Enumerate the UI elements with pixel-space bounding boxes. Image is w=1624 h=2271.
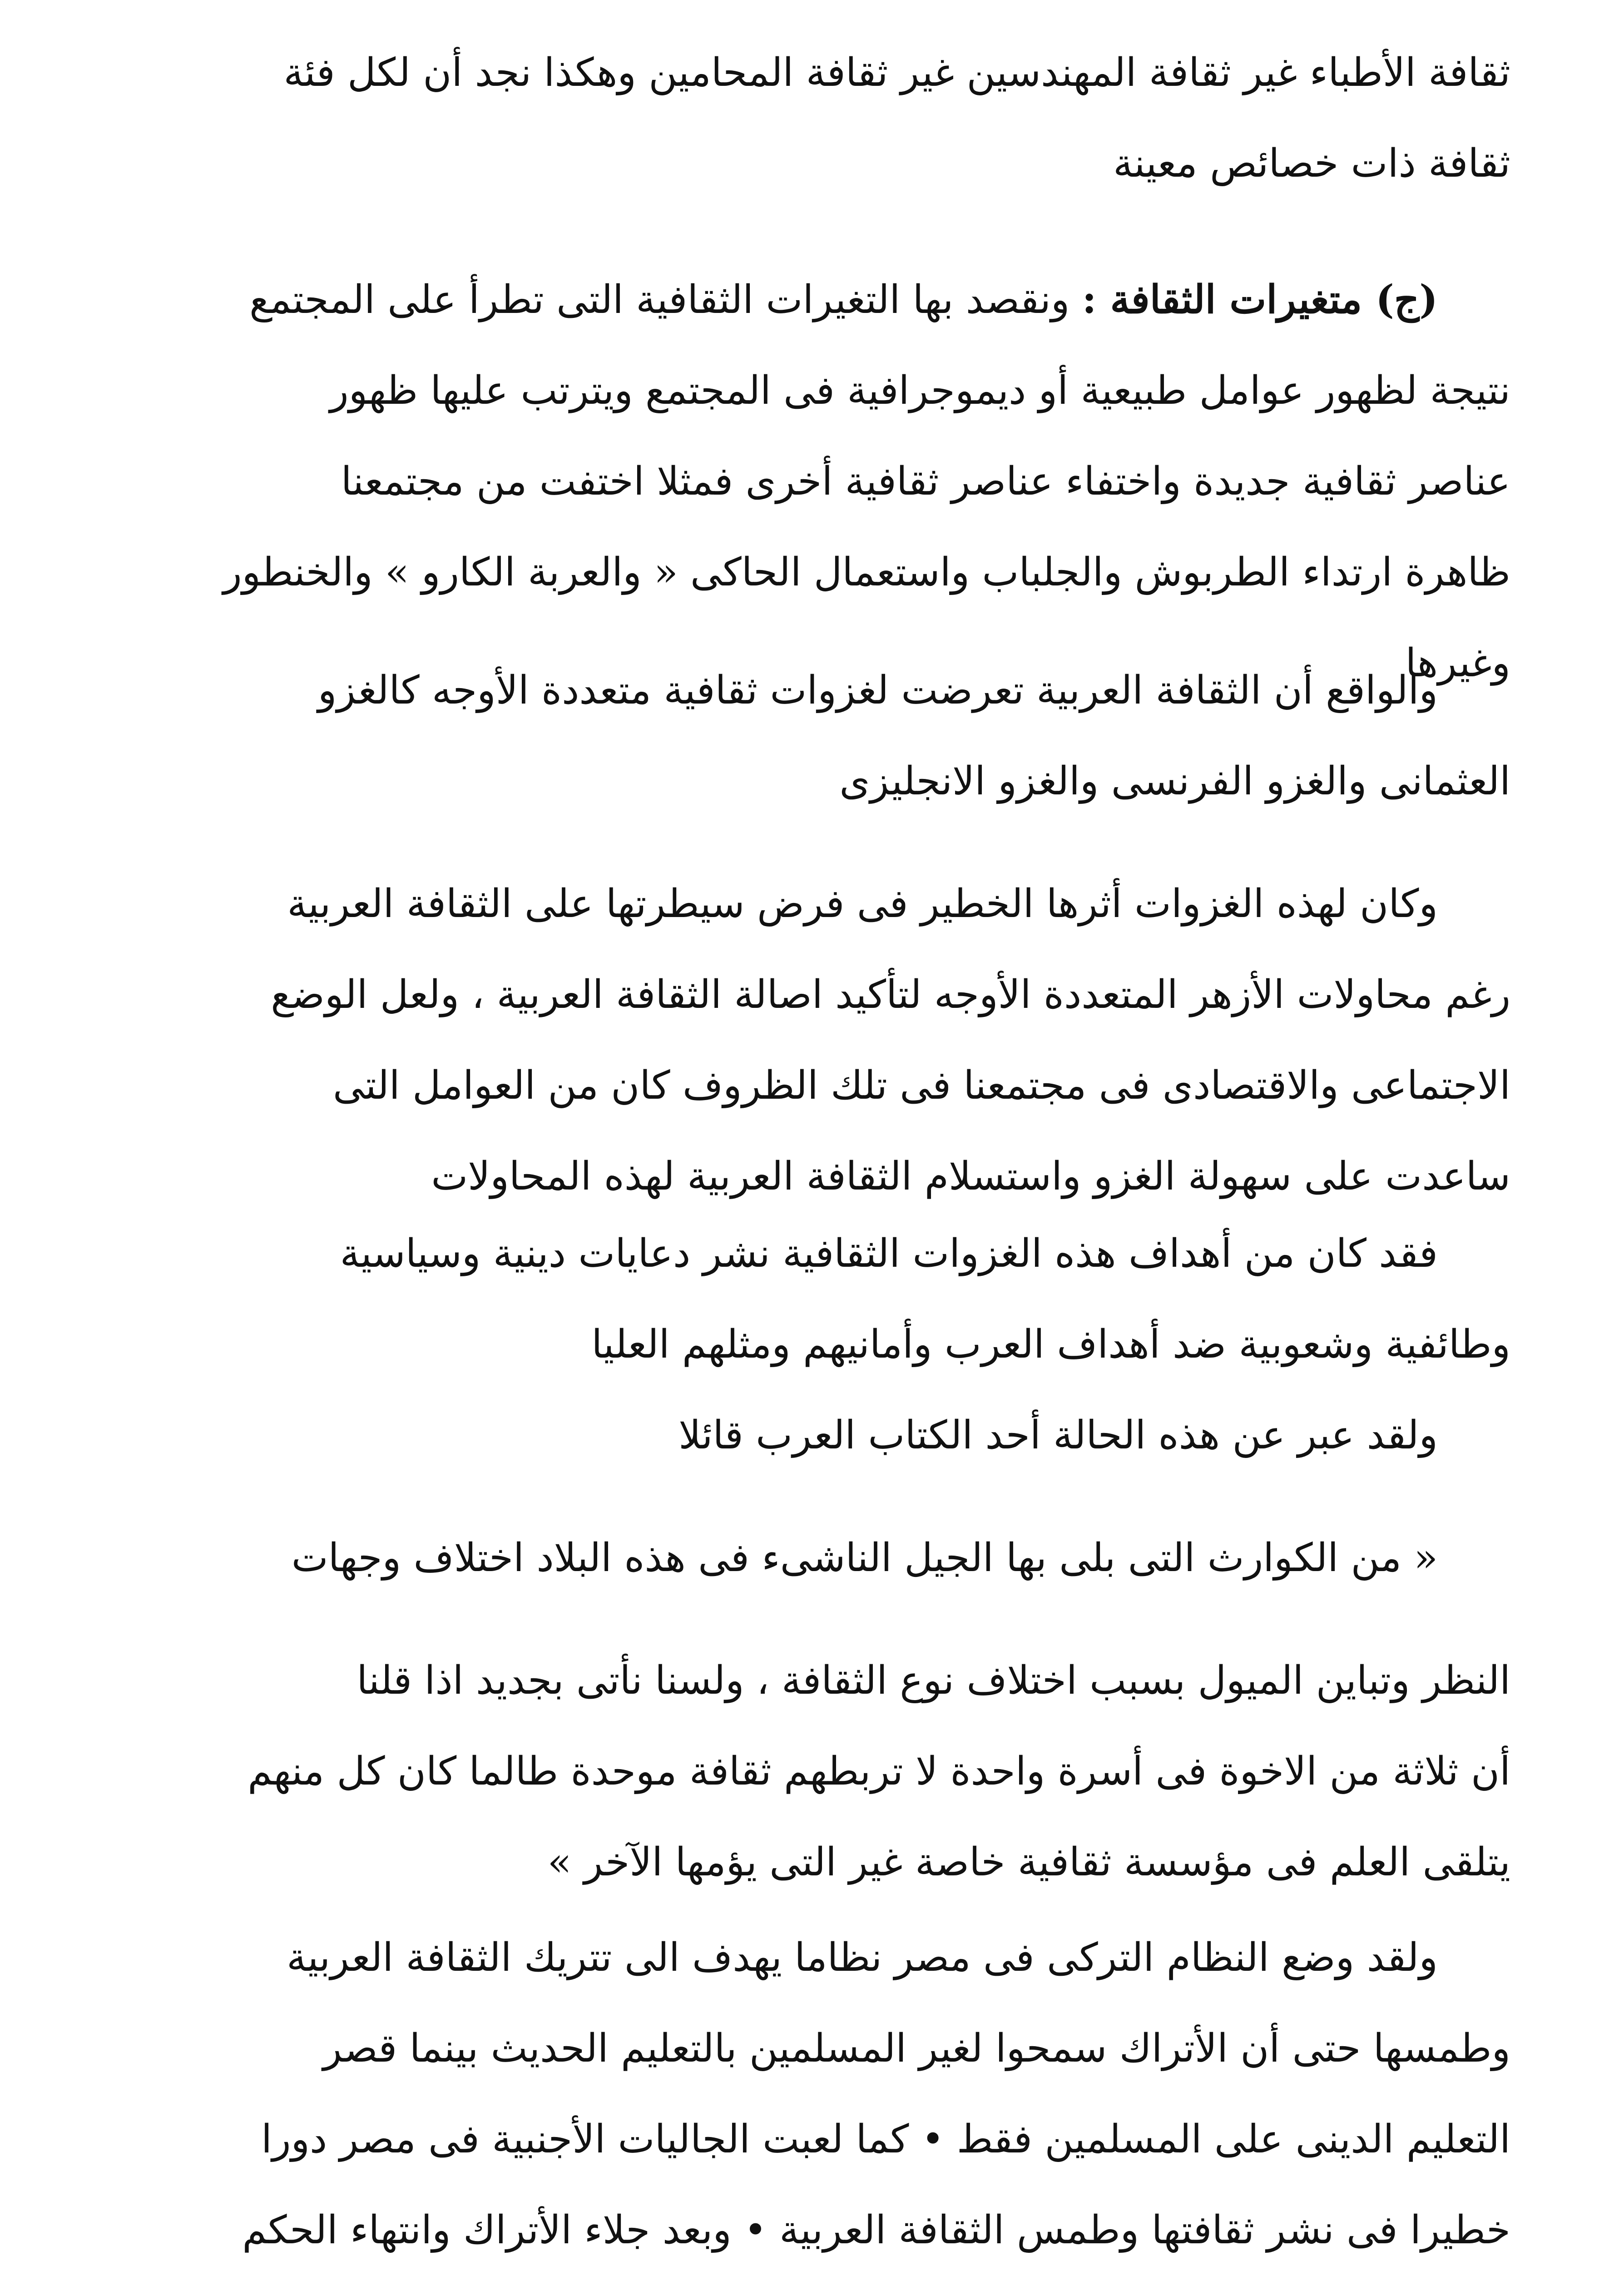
paragraph bbox=[104, 254, 1510, 709]
text-line: ساعدت على سهولة الغزو واستسلام الثقافة العربية لهذه المحاولات bbox=[431, 1154, 1510, 1199]
text-line: ولقد وضع النظام التركى فى مصر نظاما يهدف الى تتريك الثقافة العربية bbox=[287, 1935, 1438, 1980]
text-line: ولقد عبر عن هذه الحالة أحد الكتاب العرب قائلا bbox=[678, 1413, 1438, 1458]
text-line: العثمانى والغزو الفرنسى والغزو الانجليزى bbox=[839, 759, 1510, 804]
paragraph bbox=[104, 858, 1510, 1222]
text-line: أن ثلاثة من الاخوة فى أسرة واحدة لا تربطهم ثقافة موحدة طالما كان كل منهم bbox=[248, 1749, 1510, 1794]
text-line: رغم محاولات الأزهر المتعددة الأوجه لتأكيد اصالة الثقافة العربية ، ولعل الوضع bbox=[271, 972, 1510, 1017]
paragraph bbox=[104, 1208, 1510, 1390]
text-line: « من الكوارث التى بلى بها الجيل الناشىء فى هذه البلاد اختلاف وجهات bbox=[291, 1535, 1438, 1581]
paragraph bbox=[104, 1635, 1510, 1908]
text-line: والواقع أن الثقافة العربية تعرضت لغزوات ثقافية متعددة الأوجه كالغزو bbox=[317, 668, 1438, 713]
paragraph bbox=[104, 645, 1510, 827]
text-line: نتيجة لظهور عوامل طبيعية أو ديموجرافية فى المجتمع ويترتب عليها ظهور bbox=[330, 368, 1510, 413]
paragraph bbox=[104, 1390, 1510, 1481]
text-line: الاجتماعى والاقتصادى فى مجتمعنا فى تلك الظروف كان من العوامل التى bbox=[332, 1063, 1510, 1108]
text-line: يتلقى العلم فى مؤسسة ثقافية خاصة غير التى يؤمها الآخر » bbox=[547, 1840, 1510, 1885]
text-line: وكان لهذه الغزوات أثرها الخطير فى فرض سيطرتها على الثقافة العربية bbox=[287, 881, 1438, 927]
paragraph bbox=[104, 1912, 1510, 2271]
text-line: النظر وتباين الميول بسبب اختلاف نوع الثقافة ، ولسنا نأتى بجديد اذا قلنا bbox=[356, 1658, 1510, 1703]
text-line: وطائفية وشعوبية ضد أهداف العرب وأمانيهم ومثلهم العليا bbox=[591, 1322, 1510, 1367]
paragraph bbox=[104, 27, 1510, 209]
text-line: التعليم الدينى على المسلمين فقط • كما لعبت الجاليات الأجنبية فى مصر دورا bbox=[261, 2117, 1510, 2162]
text-line: وطمسها حتى أن الأتراك سمحوا لغير المسلمين بالتعليم الحديث بينما قصر bbox=[323, 2026, 1510, 2071]
text-line bbox=[104, 254, 1510, 345]
section-heading: (ج) متغيرات الثقافة : bbox=[1082, 277, 1438, 322]
paragraph bbox=[104, 1512, 1510, 1603]
text-line: ظاهرة ارتداء الطربوش والجلباب واستعمال الحاكى « والعربة الكارو » والخنطور bbox=[223, 550, 1510, 595]
text-line: خطيرا فى نشر ثقافتها وطمس الثقافة العربية • وبعد جلاء الأتراك وانتهاء الحكم bbox=[242, 2207, 1510, 2253]
heading-continuation: ونقصد بها التغيرات الثقافية التى تطرأ على المجتمع bbox=[249, 277, 1070, 322]
text-line: عناصر ثقافية جديدة واختفاء عناصر ثقافية أخرى فمثلا اختفت من مجتمعنا bbox=[341, 459, 1510, 504]
text-line: ثقافة الأطباء غير ثقافة المهندسين غير ثقافة المحامين وهكذا نجد أن لكل فئة bbox=[283, 50, 1510, 95]
text-line: فقد كان من أهداف هذه الغزوات الثقافية نشر دعايات دينية وسياسية bbox=[340, 1231, 1438, 1276]
text-line: وغيرها bbox=[1405, 640, 1510, 686]
text-line: ثقافة ذات خصائص معينة bbox=[1113, 141, 1510, 186]
